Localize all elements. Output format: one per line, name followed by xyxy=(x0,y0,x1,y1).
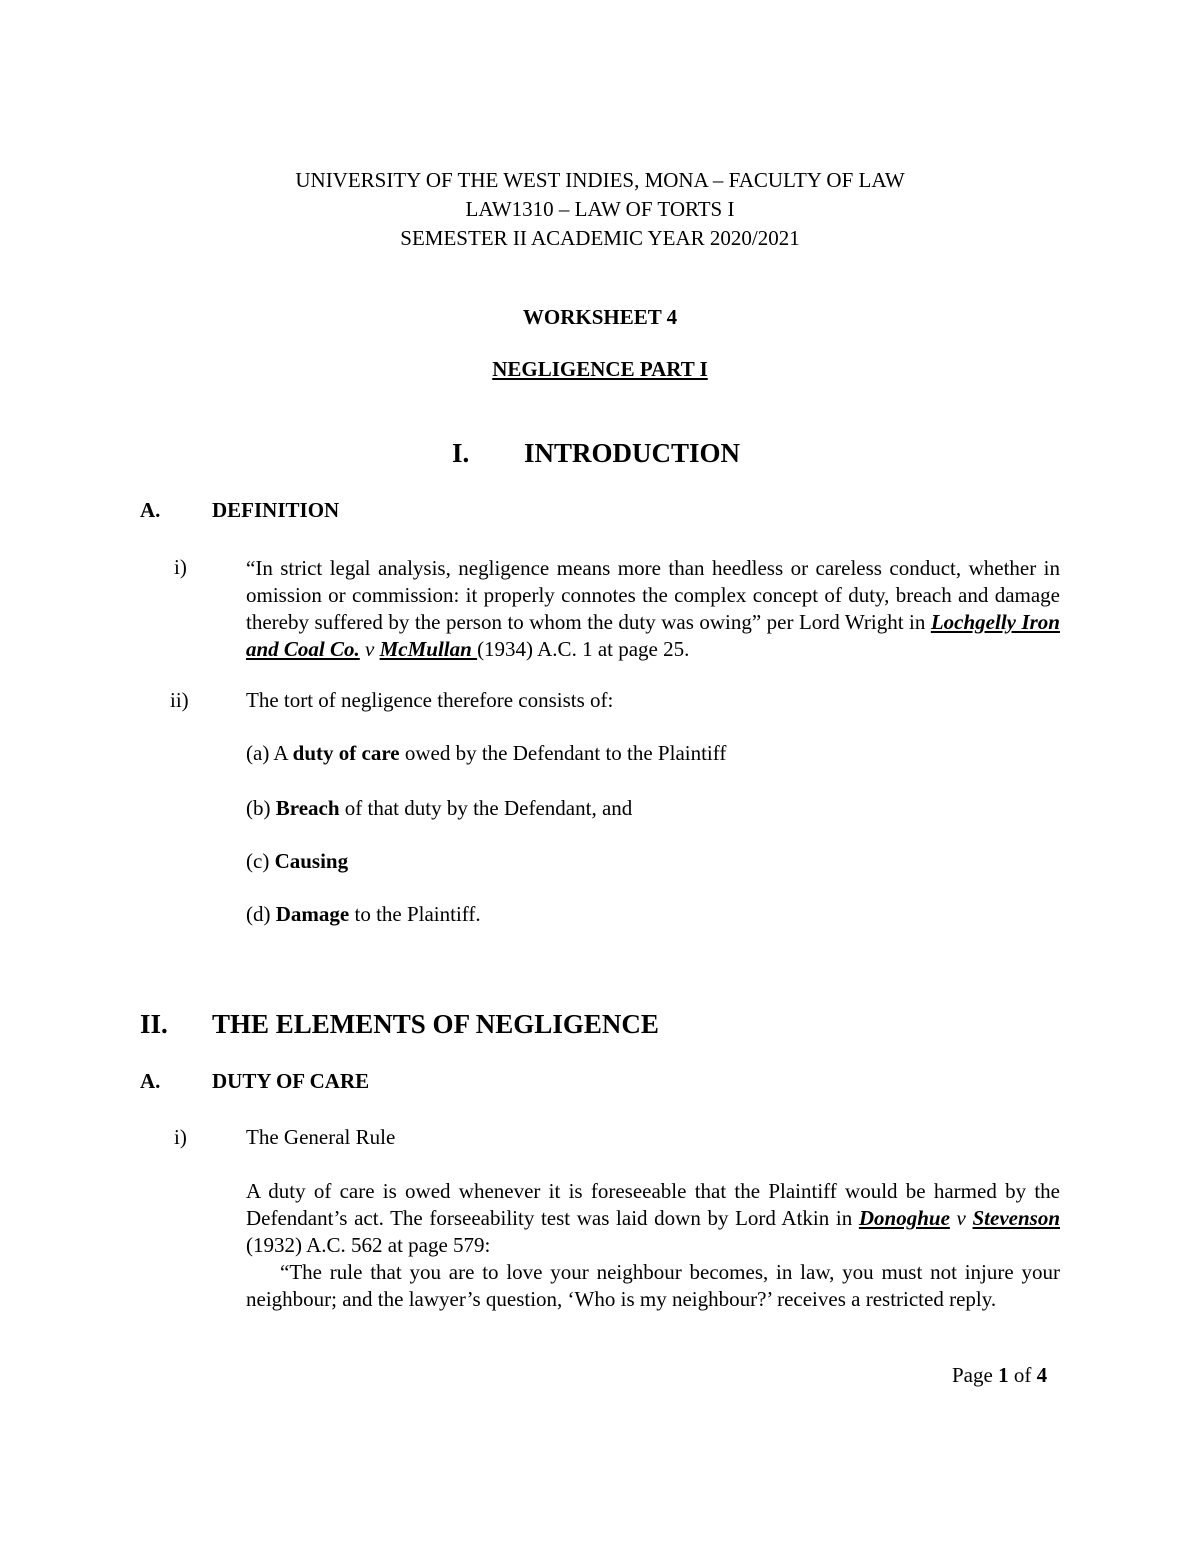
case-donoghue: Donoghue xyxy=(858,1206,950,1230)
page-of: of xyxy=(1008,1363,1037,1387)
section2-item-i-marker: i) xyxy=(174,1125,187,1149)
general-rule-paragraph xyxy=(246,1178,1060,1259)
section1-sub-a-title: DEFINITION xyxy=(212,498,340,522)
general-rule-citation: (1932) A.C. 562 at page 579: xyxy=(246,1233,491,1257)
item-ii-marker: ii) xyxy=(170,688,189,712)
case-v-2: v xyxy=(956,1206,966,1230)
definition-text: “In strict legal analysis, negligence means more than heedless or careless conduct, whether in omission or commission: it properly connotes the complex concept of duty, breach and damage thereby suffered by the person to whom the duty was owing” per Lord Wright in xyxy=(246,556,1060,634)
header-university: UNIVERSITY OF THE WEST INDIES, MONA – FACULTY OF LAW xyxy=(295,168,905,192)
page-current: 1 xyxy=(998,1363,1009,1387)
element-b-bold: Breach xyxy=(275,796,340,820)
section2-sub-a-letter: A. xyxy=(140,1069,161,1093)
case-lochgelly: Lochgelly Iron and Coal Co. xyxy=(246,610,1060,661)
element-c-bold: Causing xyxy=(274,849,349,873)
page-number xyxy=(952,1363,1047,1388)
section1-title: INTRODUCTION xyxy=(524,438,741,468)
element-d-prefix: (d) xyxy=(246,902,276,926)
element-a-suffix: owed by the Defendant to the Plaintiff xyxy=(399,741,727,765)
item-i-marker: i) xyxy=(174,555,187,579)
header-semester: SEMESTER II ACADEMIC YEAR 2020/2021 xyxy=(400,226,800,250)
definition-paragraph xyxy=(246,555,1060,663)
element-b-prefix: (b) xyxy=(246,796,276,820)
element-d xyxy=(246,902,481,927)
definition-citation: (1934) A.C. 1 at page 25. xyxy=(477,637,690,661)
case-v: v xyxy=(359,637,380,661)
case-stevenson: Stevenson xyxy=(972,1206,1061,1230)
section1-number: I. xyxy=(452,438,470,468)
item-ii-text: The tort of negligence therefore consists of: xyxy=(246,688,614,712)
element-c-prefix: (c) xyxy=(246,849,275,873)
section2-title: THE ELEMENTS OF NEGLIGENCE xyxy=(212,1009,659,1039)
element-c xyxy=(246,849,348,874)
element-d-bold: Damage xyxy=(275,902,350,926)
element-a xyxy=(246,741,726,766)
worksheet-title: WORKSHEET 4 xyxy=(522,305,678,329)
worksheet-subtitle: NEGLIGENCE PART I xyxy=(492,357,708,381)
header-course: LAW1310 – LAW OF TORTS I xyxy=(465,197,735,221)
section2-number: II. xyxy=(140,1009,168,1039)
element-a-prefix: (a) A xyxy=(246,741,293,765)
section2-sub-a-title: DUTY OF CARE xyxy=(212,1069,370,1093)
element-a-bold: duty of care xyxy=(292,741,400,765)
page-word: Page xyxy=(952,1363,999,1387)
case-mcmullan: McMullan xyxy=(379,637,478,661)
element-d-suffix: to the Plaintiff. xyxy=(349,902,481,926)
atkin-quote: “The rule that you are to love your neighbour becomes, in law, you must not injure your neighbour; and the lawyer’s question, ‘Who is my neighbour?’ receives a restricted reply. xyxy=(246,1260,1060,1311)
section1-sub-a-letter: A. xyxy=(140,498,161,522)
element-b xyxy=(246,796,632,821)
general-rule-text: A duty of care is owed whenever it is foreseeable that the Plaintiff would be harmed by the Defendant’s act. The forseeability test was laid down by Lord Atkin in xyxy=(246,1179,1060,1230)
page-total: 4 xyxy=(1036,1363,1048,1387)
section2-item-i-heading: The General Rule xyxy=(246,1125,396,1149)
element-b-suffix: of that duty by the Defendant, and xyxy=(339,796,633,820)
